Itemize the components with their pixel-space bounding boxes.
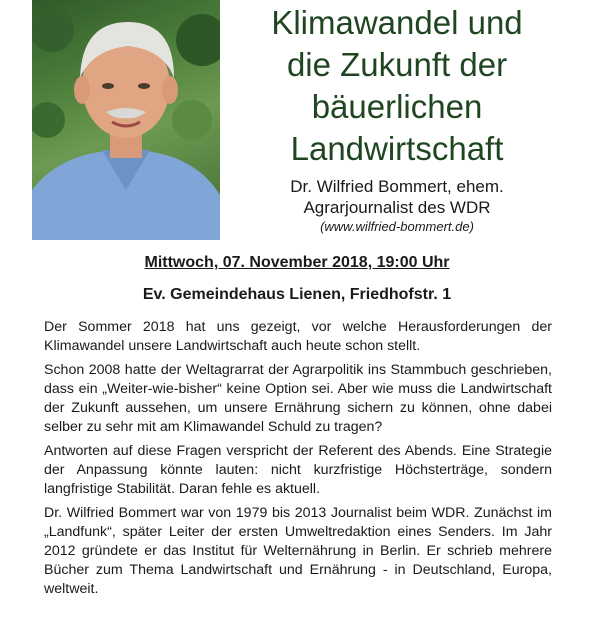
title-line: Landwirtschaft: [290, 130, 504, 167]
paragraph: Der Sommer 2018 hat uns gezeigt, vor welche Herausforderungen der Klimawandel unsere Landwirtschaft auch heute schon stellt.: [44, 319, 552, 354]
title-line: die Zukunft der: [286, 46, 508, 83]
speaker-photo: [32, 0, 220, 240]
speaker-info: [232, 176, 562, 236]
paragraph: Antworten auf diese Fragen verspricht der Referent des Abends. Eine Strategie der Anpassung könnte lauten: nicht kurzfristige Höchsterträge, sondern langfristige Stabilität. Daran fehle es aktuell.: [44, 443, 552, 497]
paragraph: Schon 2008 hatte der Weltagrarrat der Agrarpolitik ins Stammbuch geschrieben, dass ein „Weiter-wie-bisher“ keine Option sei. Aber wie muss die Landwirtschaft der Zukunft aussehen, um unsere Ernährung sichern zu können, ohne dabei selber zu sehr mit am Klimawandel Schuld zu tragen?: [44, 362, 552, 435]
speaker-website: (www.wilfried-bommert.de): [320, 219, 474, 234]
event-title: [232, 2, 562, 170]
title-line: Klimawandel und: [271, 4, 523, 41]
title-line: bäuerlichen: [311, 88, 483, 125]
speaker-name: Dr. Wilfried Bommert, ehem.: [290, 177, 504, 196]
description-text: [44, 318, 552, 604]
event-venue: Ev. Gemeindehaus Lienen, Friedhofstr. 1: [142, 286, 452, 303]
speaker-role: Agrarjournalist des WDR: [303, 198, 491, 217]
event-date: Mittwoch, 07. November 2018, 19:00 Uhr: [144, 254, 450, 271]
paragraph: Dr. Wilfried Bommert war von 1979 bis 2013 Journalist beim WDR. Zunächst im „Landfunk“, später Leiter der ersten Umweltredaktion eines Senders. Im Jahr 2012 gründete er das Institut für Welternährung in Berlin. Er schrieb mehrere Bücher zum Thema Landwirtschaft und Ernährung - in Deutschland, Europa, weltweit.: [44, 505, 552, 597]
